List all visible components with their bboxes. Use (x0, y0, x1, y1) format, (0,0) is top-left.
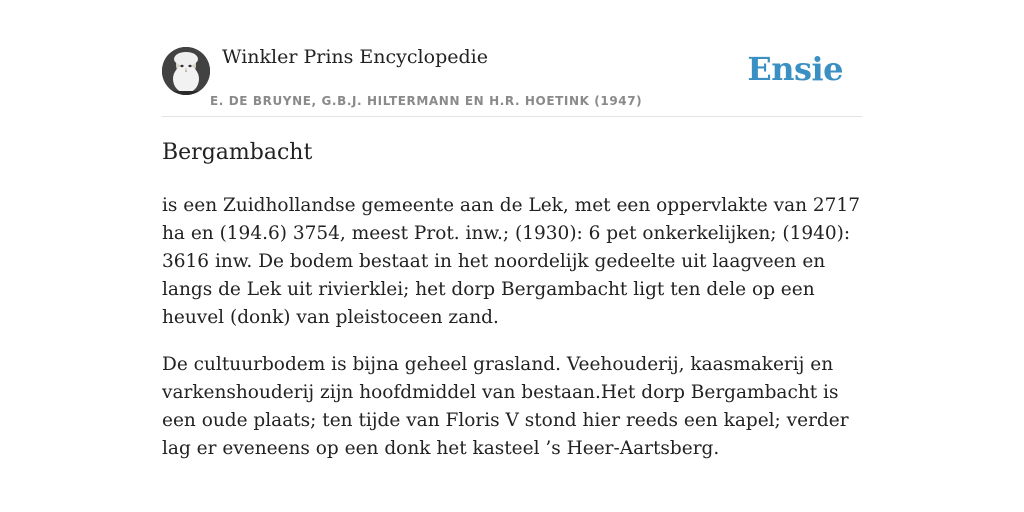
source-title[interactable]: Winkler Prins Encyclopedie (222, 46, 488, 68)
article-paragraph: is een Zuidhollandse gemeente aan de Lek, met een oppervlakte van 2717 ha en (194.6) 3754, meest Prot. inw.; (1930): 6 pet onkerkelijken; (1940): 3616 inw. De bodem bestaat in het noordelijk gedeelte uit laagveen en langs de Lek uit rivierklei; het dorp Bergambacht ligt ten dele op een heuvel (donk) van pleistoceen zand. (162, 195, 860, 328)
brand-logo-link[interactable]: Ensie (747, 50, 843, 88)
source-authors: E. DE BRUYNE, G.B.J. HILTERMANN EN H.R. HOETINK (1947) (210, 94, 643, 108)
article-paragraph: De cultuurbodem is bijna geheel grasland. Veehouderij, kaasmakerij en varkenshouderij zijn hoofdmiddel van bestaan.Het dorp Bergambacht is een oude plaats; ten tijde van Floris V stond hier reeds een kapel; verder lag er eveneens op een donk het kasteel ’s Heer-Aartsberg. (162, 354, 849, 459)
author-portrait-icon[interactable] (162, 47, 210, 95)
source-header (162, 0, 862, 117)
portrait-image (162, 47, 210, 95)
page (162, 0, 862, 512)
page-title: Bergambacht (162, 140, 313, 165)
